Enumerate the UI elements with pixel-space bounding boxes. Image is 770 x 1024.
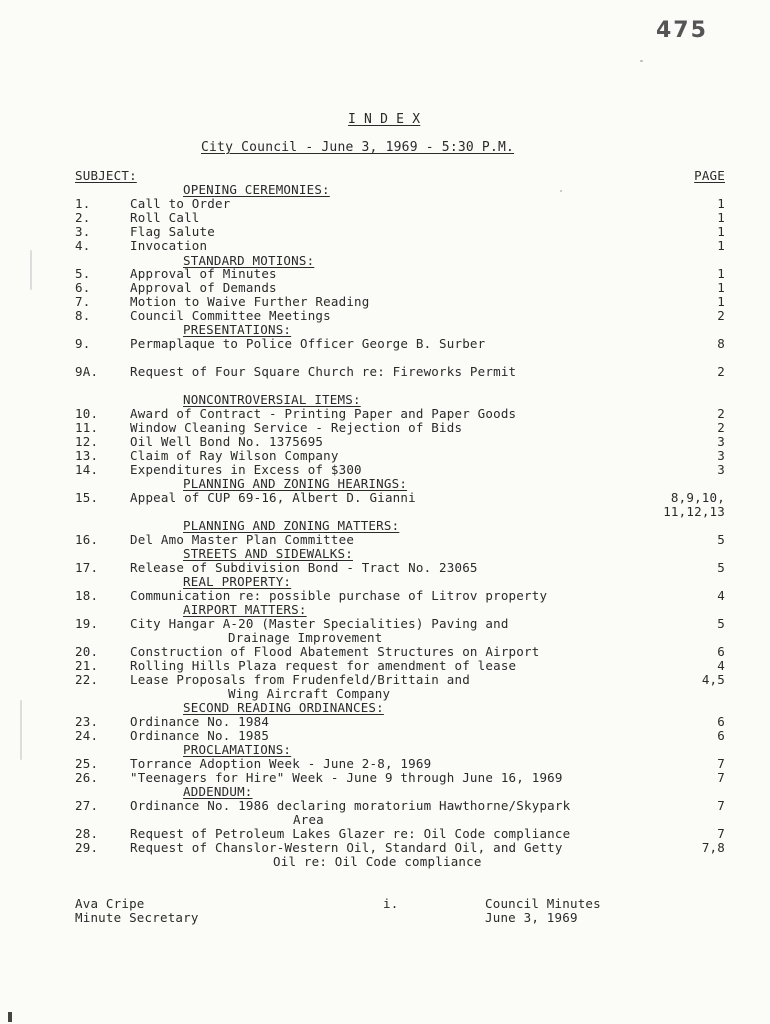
item-number: 7. <box>75 294 91 309</box>
item-page: 5 <box>717 532 725 547</box>
page-column-header: PAGE <box>694 168 725 183</box>
item-number: 10. <box>75 406 99 421</box>
item-subject: City Hangar A-20 (Master Specialities) Paving and <box>130 616 509 631</box>
item-page: 6 <box>717 714 725 729</box>
item-subject: Communication re: possible purchase of Litrov property <box>130 588 548 603</box>
item-page: 6 <box>717 644 725 659</box>
item-number: 23. <box>75 714 99 729</box>
item-page: 5 <box>717 560 725 575</box>
item-number: 4. <box>75 238 91 253</box>
item-page: 1 <box>717 266 725 281</box>
section-heading-planning-hearings: PLANNING AND ZONING HEARINGS: <box>183 476 408 491</box>
item-subject: Construction of Flood Abatement Structures on Airport <box>130 644 540 659</box>
item-subject: Torrance Adoption Week - June 2-8, 1969 <box>130 756 432 771</box>
item-page: 4,5 <box>701 672 725 687</box>
section-heading-airport: AIRPORT MATTERS: <box>183 602 307 617</box>
item-number: 1. <box>75 196 91 211</box>
item-page: 3 <box>717 462 725 477</box>
item-subject: Claim of Ray Wilson Company <box>130 448 339 463</box>
item-number: 29. <box>75 840 99 855</box>
section-heading-second-reading: SECOND READING ORDINANCES: <box>183 700 384 715</box>
footer-doc-date: June 3, 1969 <box>485 910 578 925</box>
item-number: 5. <box>75 266 91 281</box>
item-subject: Request of Petroleum Lakes Glazer re: Oil Code compliance <box>130 826 571 841</box>
item-page: 1 <box>717 196 725 211</box>
item-page: 7,8 <box>701 840 725 855</box>
item-subject-continued: Drainage Improvement <box>228 630 383 645</box>
item-number: 27. <box>75 798 99 813</box>
item-subject: Approval of Demands <box>130 280 277 295</box>
item-number: 9A. <box>75 364 99 379</box>
item-page-continued: 11,12,13 <box>663 504 725 519</box>
item-subject: Rolling Hills Plaza request for amendment of lease <box>130 658 517 673</box>
item-subject: Release of Subdivision Bond - Tract No. 23065 <box>130 560 478 575</box>
scan-mark <box>8 1012 12 1022</box>
item-number: 26. <box>75 770 99 785</box>
item-subject: Request of Chanslor-Western Oil, Standard Oil, and Getty <box>130 840 563 855</box>
item-page: 1 <box>717 210 725 225</box>
item-subject-continued: Area <box>293 812 324 827</box>
subject-column-header: SUBJECT: <box>75 168 137 183</box>
section-heading-noncontroversial: NONCONTROVERSIAL ITEMS: <box>183 392 361 407</box>
item-subject: Lease Proposals from Frudenfeld/Brittain and <box>130 672 470 687</box>
item-number: 6. <box>75 280 91 295</box>
item-page: 8,9,10, <box>670 490 725 505</box>
item-subject-continued: Oil re: Oil Code compliance <box>273 854 482 869</box>
item-subject: Award of Contract - Printing Paper and Paper Goods <box>130 406 517 421</box>
scan-speck <box>560 190 562 192</box>
item-page: 3 <box>717 448 725 463</box>
index-title: I N D E X <box>348 112 421 127</box>
item-number: 9. <box>75 336 91 351</box>
item-subject: Call to Order <box>130 196 231 211</box>
item-subject: Appeal of CUP 69-16, Albert D. Gianni <box>130 490 416 505</box>
item-number: 3. <box>75 224 91 239</box>
item-number: 17. <box>75 560 99 575</box>
section-heading-addendum: ADDENDUM: <box>183 784 253 799</box>
item-page: 7 <box>717 756 725 771</box>
secretary-name: Ava Cripe <box>75 896 145 911</box>
item-number: 2. <box>75 210 91 225</box>
item-page: 7 <box>717 826 725 841</box>
item-number: 21. <box>75 658 99 673</box>
item-subject: Ordinance No. 1984 <box>130 714 270 729</box>
meeting-heading: City Council - June 3, 1969 - 5:30 P.M. <box>201 140 515 155</box>
item-page: 2 <box>717 364 725 379</box>
item-page: 2 <box>717 308 725 323</box>
section-heading-opening: OPENING CEREMONIES: <box>183 182 330 197</box>
item-page: 1 <box>717 224 725 239</box>
item-page: 8 <box>717 336 725 351</box>
item-subject: Expenditures in Excess of $300 <box>130 462 362 477</box>
item-subject: Window Cleaning Service - Rejection of Bids <box>130 420 463 435</box>
item-number: 16. <box>75 532 99 547</box>
item-subject: Council Committee Meetings <box>130 308 331 323</box>
item-subject: Oil Well Bond No. 1375695 <box>130 434 324 449</box>
footer-doc-title: Council Minutes <box>485 896 601 911</box>
section-heading-proclamations: PROCLAMATIONS: <box>183 742 292 757</box>
item-page: 7 <box>717 798 725 813</box>
item-number: 18. <box>75 588 99 603</box>
item-page: 7 <box>717 770 725 785</box>
item-subject-continued: Wing Aircraft Company <box>228 686 391 701</box>
item-number: 28. <box>75 826 99 841</box>
item-subject: Ordinance No. 1985 <box>130 728 270 743</box>
item-subject: Approval of Minutes <box>130 266 277 281</box>
item-page: 2 <box>717 420 725 435</box>
scan-speck <box>640 60 643 62</box>
item-number: 25. <box>75 756 99 771</box>
section-heading-presentations: PRESENTATIONS: <box>183 322 292 337</box>
item-page: 4 <box>717 588 725 603</box>
secretary-role: Minute Secretary <box>75 910 199 925</box>
item-subject: Invocation <box>130 238 208 253</box>
item-number: 8. <box>75 308 91 323</box>
item-page: 1 <box>717 294 725 309</box>
item-number: 13. <box>75 448 99 463</box>
item-subject: Request of Four Square Church re: Fireworks Permit <box>130 364 517 379</box>
item-number: 24. <box>75 728 99 743</box>
item-subject: Permaplaque to Police Officer George B. Surber <box>130 336 486 351</box>
scan-mark <box>20 700 22 760</box>
item-number: 22. <box>75 672 99 687</box>
item-number: 12. <box>75 434 99 449</box>
item-page: 6 <box>717 728 725 743</box>
item-subject: "Teenagers for Hire" Week - June 9 through June 16, 1969 <box>130 770 563 785</box>
item-subject: Flag Salute <box>130 224 215 239</box>
item-number: 15. <box>75 490 99 505</box>
item-page: 1 <box>717 238 725 253</box>
section-heading-streets: STREETS AND SIDEWALKS: <box>183 546 353 561</box>
page-number: i. <box>383 896 399 911</box>
item-subject: Ordinance No. 1986 declaring moratorium Hawthorne/Skypark <box>130 798 571 813</box>
item-number: 14. <box>75 462 99 477</box>
section-heading-standard-motions: STANDARD MOTIONS: <box>183 253 315 268</box>
item-page: 5 <box>717 616 725 631</box>
item-page: 1 <box>717 280 725 295</box>
page-stamp-number: 475 <box>656 18 708 43</box>
item-page: 3 <box>717 434 725 449</box>
item-number: 20. <box>75 644 99 659</box>
item-subject: Roll Call <box>130 210 200 225</box>
item-subject: Motion to Waive Further Reading <box>130 294 370 309</box>
scan-mark <box>30 250 32 290</box>
item-number: 19. <box>75 616 99 631</box>
item-subject: Del Amo Master Plan Committee <box>130 532 355 547</box>
section-heading-real-property: REAL PROPERTY: <box>183 574 292 589</box>
item-page: 2 <box>717 406 725 421</box>
item-page: 4 <box>717 658 725 673</box>
section-heading-planning-matters: PLANNING AND ZONING MATTERS: <box>183 518 400 533</box>
item-number: 11. <box>75 420 99 435</box>
